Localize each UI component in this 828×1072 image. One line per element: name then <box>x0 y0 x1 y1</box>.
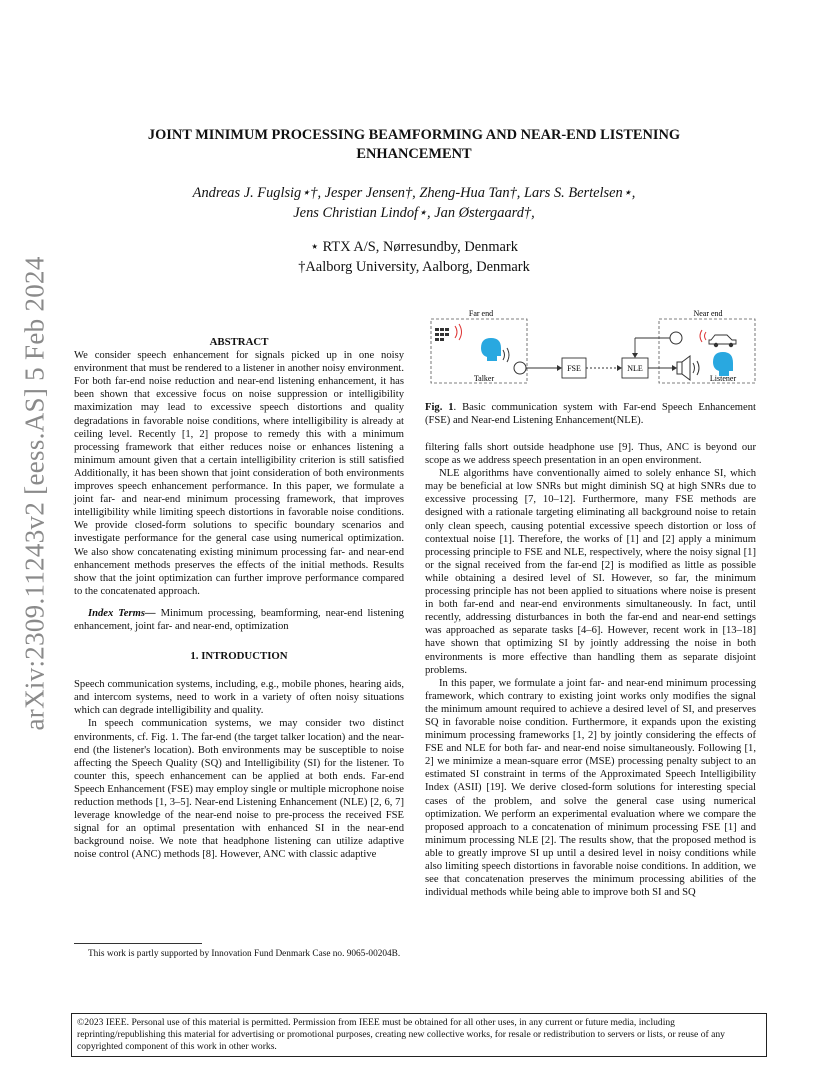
footnote-rule <box>74 943 202 944</box>
index-terms-text: Minimum processing, beamforming, near-end listening enhancement, joint far- and near-end, optimization <box>74 607 404 632</box>
figure-1-caption <box>425 401 756 427</box>
affiliation-rtx: ⋆ RTX A/S, Nørresundby, Denmark <box>310 239 518 255</box>
car-noise-icon <box>700 330 736 347</box>
near-end-box <box>659 319 755 383</box>
abstract-text: We consider speech enhancement for signals picked up in one noisy environment that must be rendered to a listener in another noisy environment. For both far-end noise reduction and near-end listening enhancement, it has been shown that excessive focus on noise suppression or intelligibility maximization may lead to excessive speech distortions and quality degradations in favorable noise conditions, where intelligibility is already at ceiling level. Recently [1, 2] propose to remedy this with a minimum processing framework that either reduces noise or enhances listening a minimum amount given that a certain intelligibility criterion is still satisfied Additionally, it has been shown that joint consideration of both environments improves speech enhancement performance. In this paper, we formulate a joint far- and near-end minimum processing framework, that improves intelligibility while limiting speech distortions in favorable noise conditions. We provide closed-form solutions to specific boundary scenarios and investigate performance for the general case using numerical optimization. We also show concatenating existing minimum processing far- and near-end enhancement methods preserves the effects of the initial methods. Results show that the joint optimization can further improve performance compared to the concatenated approach. <box>74 350 404 597</box>
far-end-label: Far end <box>468 309 494 318</box>
nle-label: NLE <box>627 364 643 373</box>
near-end-microphone-icon <box>670 332 682 344</box>
affiliations <box>70 237 758 277</box>
authors-line-2: Jens Christian Lindof⋆, Jan Østergaard†, <box>293 205 535 221</box>
fig-caption-label: Fig. 1 <box>425 402 454 413</box>
paper-title <box>70 126 758 164</box>
title-line-2: ENHANCEMENT <box>356 146 472 162</box>
speech-waves-icon <box>503 348 509 362</box>
title-line-1: JOINT MINIMUM PROCESSING BEAMFORMING AND NEAR-END LISTENING <box>147 127 681 143</box>
author-list <box>70 183 758 223</box>
listener-label: Listener <box>709 374 737 383</box>
right-column <box>425 441 756 899</box>
right-paragraph-1: filtering falls short outside headphone use [9]. Thus, ANC is beyond our scope as we address speech presentation in an open environment. <box>425 442 756 467</box>
figure-1-diagram <box>429 308 757 392</box>
fse-label: FSE <box>567 364 581 373</box>
intro-paragraph-1: Speech communication systems, including, e.g., mobile phones, hearing aids, and intercom systems, need to work in a variety of often noisy situations which can degrade intelligibility and quality. <box>74 679 404 717</box>
copyright-notice: ©2023 IEEE. Personal use of this material is permitted. Permission from IEEE must be obtained for all other uses, in any current or future media, including reprinting/republishing this material for advertising or promotional purposes, creating new collective works, for resale or redistribution to servers or lists, or reuse of any copyrighted component of this work in other works. <box>71 1013 767 1057</box>
loudspeaker-icon <box>677 356 699 380</box>
talker-label: Talker <box>473 374 495 383</box>
index-terms-label: Index Terms— <box>88 607 156 619</box>
arxiv-identifier: arXiv:2309.11243v2 [eess.AS] 5 Feb 2024 <box>19 256 50 731</box>
right-paragraph-2: NLE algorithms have conventionally aimed to solely enhance SI, which may be beneficial at low SNRs but might diminish SQ at high SNRs due to excessive processing [7, 10–12]. Furthermore, many FSE methods are designed with a rationale targeting eliminating all background noise to retain only clean speech, causing potential excessive speech distortion or loss of contextual noise [1]. Therefore, the works of [1] and [2] apply a minimum processing principle to FSE and NLE, respectively, where the noisy signal [1] or the signal received from the far-end [2] is modified as little as possible while obtaining a desired level of SI. However, so far, the minimum processing principle has not been applied to situations where noise is present in both far-end and near-end environments simultaneously. In fact, until recently, addressing disturbances in both the far-end and near-end settings was approached as separate tasks [4–6]. However, recent work in [13–18] have shown that optimizing SI by jointly addressing the noise in both environments is more effective than handling them as separate disjoint problems. <box>425 468 756 676</box>
crowd-noise-icon <box>435 328 449 341</box>
introduction-heading: 1. INTRODUCTION <box>190 650 288 663</box>
authors-line-1: Andreas J. Fuglsig⋆†, Jesper Jensen†, Zheng-Hua Tan†, Lars S. Bertelsen⋆, <box>192 185 636 201</box>
fig-caption-text: . Basic communication system with Far-end Speech Enhancement (FSE) and Near-end Listening Enhancement(NLE). <box>425 402 756 427</box>
listener-head-icon <box>713 352 733 376</box>
affiliation-aalborg: †Aalborg University, Aalborg, Denmark <box>298 259 530 275</box>
funding-footnote <box>74 948 404 960</box>
abstract-heading: ABSTRACT <box>209 336 269 348</box>
talker-head-icon <box>481 338 501 361</box>
right-paragraph-3: In this paper, we formulate a joint far- and near-end minimum processing framework, which contrary to existing joint works only modifies the signal the minimum amount required to achieve a desired level of SI, and preserves SQ in favorable noise condition. Furthermore, it expands upon the existing minimum processing frameworks [1, 2] by jointly considering the effects of FSE and NLE for both far- and near-end noise simultaneously. Following [1, 2] we minimize a mean-square error (MSE) processing penalty subject to an estimated SI constraint in terms of the Approximated Speech Intelligibility Index (ASII) [19]. We derive closed-form solutions for interesting special cases of the problem, and solve the general case using numerical optimization. We perform an experimental evaluation where we compare the proposed approach to a concatenation of minimum processing FSE [1] and minimum processing NLE [2]. The results show, that the proposed method is able to greatly improve SI up until a desired level in noisy conditions while also limiting speech distortions in favorable noise conditions. In addition, we see that concatenation preserves the minimum processing abilities of the individual methods while being able to improve both SI and SQ <box>425 677 756 899</box>
index-terms <box>74 607 404 633</box>
near-end-label: Near end <box>693 309 723 318</box>
noise-waves-icon <box>455 324 462 340</box>
footnote-text: This work is partly supported by Innovation Fund Denmark Case no. 9065-00204B. <box>88 949 401 959</box>
intro-paragraph-2: In speech communication systems, we may consider two distinct environments, cf. Fig. 1. The far-end (the target talker location) and the near-end (the listener's location). Both environments may be susceptible to noise affecting the Speech Quality (SQ) and Intelligibility (SI) for the listener. To counter this, speech enhancement can be applied at both ends. Far-end Speech Enhancement (FSE) may employ single or multiple microphone noise reduction methods [1, 3–5]. Near-end Listening Enhancement (NLE) [2, 6, 7] leverage knowledge of the near-end noise to pre-process the received FSE signal for an optimal presentation with enhanced SI in the near-end background noise. We note that headphone listening can utilize adaptive noise control (ANC) methods [8]. However, ANC with classic adaptive <box>74 718 404 861</box>
far-end-microphone-icon <box>514 362 526 374</box>
left-column <box>74 336 404 861</box>
